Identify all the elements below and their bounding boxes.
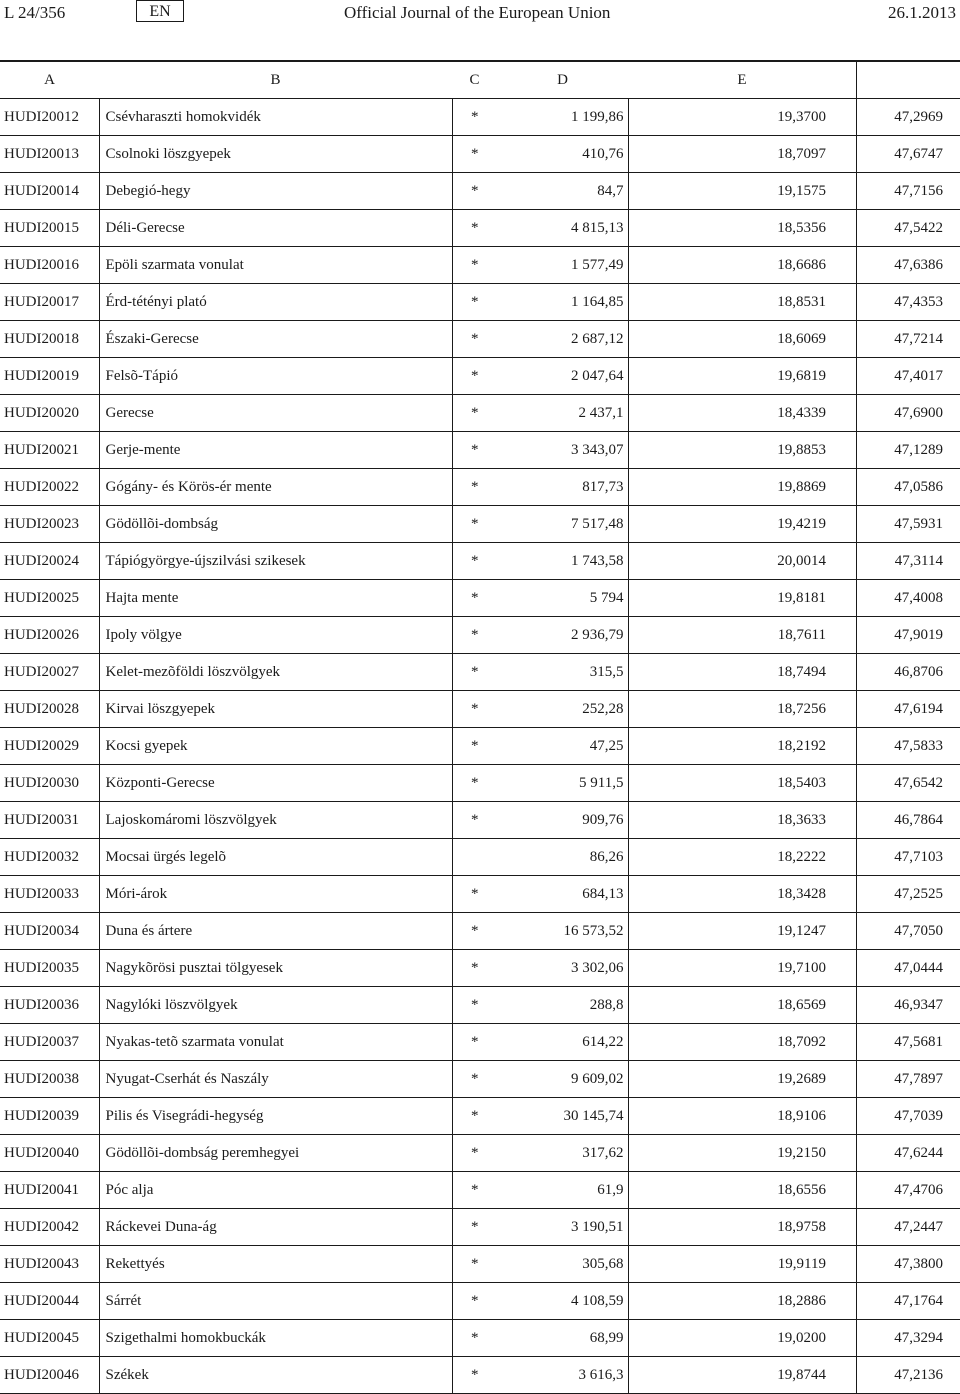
site-code: HUDI20041 (0, 1172, 99, 1209)
table-row (0, 506, 960, 543)
table-row (0, 1209, 960, 1246)
priority-mark: * (452, 617, 497, 654)
site-latitude: 47,7103 (857, 839, 960, 876)
site-code: HUDI20029 (0, 728, 99, 765)
site-latitude: 47,6542 (857, 765, 960, 802)
priority-mark: * (452, 1209, 497, 1246)
priority-mark: * (452, 1172, 497, 1209)
site-name: Ipoly völgye (99, 617, 452, 654)
site-code: HUDI20033 (0, 876, 99, 913)
site-area: 68,99 (497, 1320, 628, 1357)
table-row (0, 395, 960, 432)
site-longitude: 18,7611 (628, 617, 857, 654)
site-area: 61,9 (497, 1172, 628, 1209)
table-row (0, 1098, 960, 1135)
table-row (0, 691, 960, 728)
priority-mark: * (452, 469, 497, 506)
site-longitude: 18,4339 (628, 395, 857, 432)
site-longitude: 19,6819 (628, 358, 857, 395)
site-area: 4 108,59 (497, 1283, 628, 1320)
priority-mark: * (452, 1357, 497, 1394)
page-header (0, 0, 960, 26)
site-code: HUDI20016 (0, 247, 99, 284)
priority-mark: * (452, 99, 497, 136)
table-row (0, 580, 960, 617)
site-latitude: 47,7050 (857, 913, 960, 950)
table-row (0, 1024, 960, 1061)
site-code: HUDI20038 (0, 1061, 99, 1098)
site-code: HUDI20019 (0, 358, 99, 395)
site-code: HUDI20014 (0, 173, 99, 210)
site-code: HUDI20028 (0, 691, 99, 728)
publication-date: 26.1.2013 (888, 0, 956, 26)
priority-mark: * (452, 765, 497, 802)
language-badge: EN (136, 0, 184, 22)
site-code: HUDI20042 (0, 1209, 99, 1246)
site-latitude: 47,2969 (857, 99, 960, 136)
site-latitude: 47,0444 (857, 950, 960, 987)
column-header-a: A (0, 61, 99, 99)
site-area: 1 577,49 (497, 247, 628, 284)
site-latitude: 47,1764 (857, 1283, 960, 1320)
site-area: 2 047,64 (497, 358, 628, 395)
site-longitude: 18,6686 (628, 247, 857, 284)
site-longitude: 18,2192 (628, 728, 857, 765)
site-longitude: 19,9119 (628, 1246, 857, 1283)
site-area: 1 164,85 (497, 284, 628, 321)
site-code: HUDI20013 (0, 136, 99, 173)
site-area: 817,73 (497, 469, 628, 506)
site-area: 86,26 (497, 839, 628, 876)
priority-mark: * (452, 432, 497, 469)
priority-mark (452, 839, 497, 876)
site-code: HUDI20023 (0, 506, 99, 543)
table-row (0, 950, 960, 987)
site-code: HUDI20046 (0, 1357, 99, 1394)
priority-mark: * (452, 654, 497, 691)
site-latitude: 47,6244 (857, 1135, 960, 1172)
column-header-d: D (497, 61, 628, 99)
site-name: Központi-Gerecse (99, 765, 452, 802)
site-latitude: 47,2447 (857, 1209, 960, 1246)
site-area: 315,5 (497, 654, 628, 691)
site-name: Gerecse (99, 395, 452, 432)
site-name: Kirvai löszgyepek (99, 691, 452, 728)
site-name: Kocsi gyepek (99, 728, 452, 765)
table-body (0, 99, 960, 1394)
priority-mark: * (452, 802, 497, 839)
table-row (0, 765, 960, 802)
site-code: HUDI20031 (0, 802, 99, 839)
site-name: Póc alja (99, 1172, 452, 1209)
table-row (0, 1246, 960, 1283)
site-latitude: 46,8706 (857, 654, 960, 691)
site-latitude: 47,4017 (857, 358, 960, 395)
priority-mark: * (452, 876, 497, 913)
priority-mark: * (452, 950, 497, 987)
site-area: 3 190,51 (497, 1209, 628, 1246)
priority-mark: * (452, 1024, 497, 1061)
table-row (0, 1320, 960, 1357)
site-code: HUDI20018 (0, 321, 99, 358)
priority-mark: * (452, 728, 497, 765)
column-header-e: E (628, 61, 857, 99)
table-row (0, 987, 960, 1024)
site-code: HUDI20040 (0, 1135, 99, 1172)
priority-mark: * (452, 136, 497, 173)
site-longitude: 18,5403 (628, 765, 857, 802)
site-name: Déli-Gerecse (99, 210, 452, 247)
column-header-b: B (99, 61, 452, 99)
site-longitude: 19,0200 (628, 1320, 857, 1357)
site-longitude: 18,6069 (628, 321, 857, 358)
site-area: 4 815,13 (497, 210, 628, 247)
site-code: HUDI20026 (0, 617, 99, 654)
site-longitude: 18,6569 (628, 987, 857, 1024)
site-latitude: 46,7864 (857, 802, 960, 839)
site-area: 2 687,12 (497, 321, 628, 358)
site-area: 16 573,52 (497, 913, 628, 950)
priority-mark: * (452, 1098, 497, 1135)
site-name: Móri-árok (99, 876, 452, 913)
site-code: HUDI20035 (0, 950, 99, 987)
site-name: Pilis és Visegrádi-hegység (99, 1098, 452, 1135)
site-latitude: 47,7156 (857, 173, 960, 210)
site-latitude: 47,2136 (857, 1357, 960, 1394)
site-name: Tápiógyörgye-újszilvási szikesek (99, 543, 452, 580)
site-area: 5 911,5 (497, 765, 628, 802)
site-name: Epöli szarmata vonulat (99, 247, 452, 284)
site-area: 47,25 (497, 728, 628, 765)
site-longitude: 18,3633 (628, 802, 857, 839)
site-longitude: 18,2222 (628, 839, 857, 876)
priority-mark: * (452, 173, 497, 210)
site-latitude: 47,5833 (857, 728, 960, 765)
column-header-c: C (452, 61, 497, 99)
table-row (0, 802, 960, 839)
priority-mark: * (452, 987, 497, 1024)
site-area: 3 616,3 (497, 1357, 628, 1394)
site-code: HUDI20021 (0, 432, 99, 469)
page-reference: L 24/356 (4, 0, 65, 26)
site-name: Nagykõrösi pusztai tölgyesek (99, 950, 452, 987)
priority-mark: * (452, 506, 497, 543)
table-row (0, 617, 960, 654)
site-area: 614,22 (497, 1024, 628, 1061)
site-area: 84,7 (497, 173, 628, 210)
site-area: 7 517,48 (497, 506, 628, 543)
priority-mark: * (452, 321, 497, 358)
site-latitude: 47,0586 (857, 469, 960, 506)
site-code: HUDI20036 (0, 987, 99, 1024)
table-row (0, 247, 960, 284)
site-area: 2 437,1 (497, 395, 628, 432)
journal-title: Official Journal of the European Union (344, 0, 610, 26)
site-longitude: 20,0014 (628, 543, 857, 580)
site-latitude: 47,5681 (857, 1024, 960, 1061)
site-longitude: 19,2689 (628, 1061, 857, 1098)
site-longitude: 18,5356 (628, 210, 857, 247)
site-latitude: 47,6386 (857, 247, 960, 284)
priority-mark: * (452, 395, 497, 432)
site-code: HUDI20024 (0, 543, 99, 580)
site-code: HUDI20044 (0, 1283, 99, 1320)
table-row (0, 173, 960, 210)
site-name: Mocsai ürgés legelõ (99, 839, 452, 876)
site-area: 1 199,86 (497, 99, 628, 136)
table-row (0, 1357, 960, 1394)
site-name: Nyakas-tetõ szarmata vonulat (99, 1024, 452, 1061)
priority-mark: * (452, 1320, 497, 1357)
site-area: 252,28 (497, 691, 628, 728)
site-code: HUDI20030 (0, 765, 99, 802)
priority-mark: * (452, 284, 497, 321)
site-name: Nyugat-Cserhát és Naszály (99, 1061, 452, 1098)
site-name: Hajta mente (99, 580, 452, 617)
table-row (0, 728, 960, 765)
site-longitude: 18,7494 (628, 654, 857, 691)
site-area: 305,68 (497, 1246, 628, 1283)
table-row (0, 543, 960, 580)
site-area: 3 302,06 (497, 950, 628, 987)
site-latitude: 47,6194 (857, 691, 960, 728)
site-longitude: 19,8853 (628, 432, 857, 469)
priority-mark: * (452, 1135, 497, 1172)
site-longitude: 18,7092 (628, 1024, 857, 1061)
site-name: Gógány- és Körös-ér mente (99, 469, 452, 506)
site-area: 317,62 (497, 1135, 628, 1172)
sites-table (0, 60, 960, 1394)
site-area: 684,13 (497, 876, 628, 913)
site-longitude: 19,1247 (628, 913, 857, 950)
site-name: Kelet-mezõföldi löszvölgyek (99, 654, 452, 691)
site-longitude: 18,6556 (628, 1172, 857, 1209)
site-code: HUDI20022 (0, 469, 99, 506)
table-row (0, 284, 960, 321)
priority-mark: * (452, 247, 497, 284)
site-code: HUDI20034 (0, 913, 99, 950)
table-row (0, 654, 960, 691)
site-longitude: 19,1575 (628, 173, 857, 210)
site-code: HUDI20012 (0, 99, 99, 136)
site-area: 2 936,79 (497, 617, 628, 654)
site-latitude: 46,9347 (857, 987, 960, 1024)
site-latitude: 47,6900 (857, 395, 960, 432)
priority-mark: * (452, 1283, 497, 1320)
site-code: HUDI20032 (0, 839, 99, 876)
site-latitude: 47,5422 (857, 210, 960, 247)
table-row (0, 321, 960, 358)
site-area: 30 145,74 (497, 1098, 628, 1135)
site-name: Szigethalmi homokbuckák (99, 1320, 452, 1357)
site-latitude: 47,3800 (857, 1246, 960, 1283)
site-latitude: 47,2525 (857, 876, 960, 913)
site-longitude: 18,7097 (628, 136, 857, 173)
site-latitude: 47,5931 (857, 506, 960, 543)
site-longitude: 19,7100 (628, 950, 857, 987)
table-row (0, 876, 960, 913)
site-latitude: 47,7039 (857, 1098, 960, 1135)
column-header-blank (857, 61, 960, 99)
site-longitude: 18,9106 (628, 1098, 857, 1135)
site-code: HUDI20020 (0, 395, 99, 432)
site-code: HUDI20043 (0, 1246, 99, 1283)
site-longitude: 18,9758 (628, 1209, 857, 1246)
site-latitude: 47,4353 (857, 284, 960, 321)
site-latitude: 47,3294 (857, 1320, 960, 1357)
site-name: Nagylóki löszvölgyek (99, 987, 452, 1024)
site-longitude: 19,8869 (628, 469, 857, 506)
table-row (0, 136, 960, 173)
site-latitude: 47,6747 (857, 136, 960, 173)
site-name: Gödöllõi-dombság (99, 506, 452, 543)
site-latitude: 47,1289 (857, 432, 960, 469)
priority-mark: * (452, 358, 497, 395)
priority-mark: * (452, 543, 497, 580)
priority-mark: * (452, 580, 497, 617)
site-name: Székek (99, 1357, 452, 1394)
site-code: HUDI20025 (0, 580, 99, 617)
site-area: 909,76 (497, 802, 628, 839)
table-row (0, 358, 960, 395)
site-code: HUDI20045 (0, 1320, 99, 1357)
site-code: HUDI20027 (0, 654, 99, 691)
site-name: Gödöllõi-dombság peremhegyei (99, 1135, 452, 1172)
priority-mark: * (452, 1246, 497, 1283)
site-name: Csolnoki löszgyepek (99, 136, 452, 173)
site-name: Csévharaszti homokvidék (99, 99, 452, 136)
site-latitude: 47,9019 (857, 617, 960, 654)
site-longitude: 19,8744 (628, 1357, 857, 1394)
site-area: 1 743,58 (497, 543, 628, 580)
table-row (0, 1172, 960, 1209)
site-longitude: 18,2886 (628, 1283, 857, 1320)
site-code: HUDI20039 (0, 1098, 99, 1135)
site-latitude: 47,4706 (857, 1172, 960, 1209)
site-code: HUDI20037 (0, 1024, 99, 1061)
table-header-row (0, 61, 960, 99)
site-longitude: 19,2150 (628, 1135, 857, 1172)
site-name: Rekettyés (99, 1246, 452, 1283)
site-name: Duna és ártere (99, 913, 452, 950)
site-longitude: 18,8531 (628, 284, 857, 321)
priority-mark: * (452, 210, 497, 247)
site-name: Sárrét (99, 1283, 452, 1320)
site-area: 3 343,07 (497, 432, 628, 469)
site-longitude: 19,4219 (628, 506, 857, 543)
site-name: Debegió-hegy (99, 173, 452, 210)
site-code: HUDI20015 (0, 210, 99, 247)
table-row (0, 1135, 960, 1172)
site-latitude: 47,7897 (857, 1061, 960, 1098)
site-latitude: 47,4008 (857, 580, 960, 617)
table-row (0, 1283, 960, 1320)
site-area: 410,76 (497, 136, 628, 173)
site-longitude: 18,7256 (628, 691, 857, 728)
table-row (0, 469, 960, 506)
priority-mark: * (452, 1061, 497, 1098)
site-name: Érd-tétényi plató (99, 284, 452, 321)
site-longitude: 19,8181 (628, 580, 857, 617)
site-latitude: 47,3114 (857, 543, 960, 580)
site-name: Felsõ-Tápió (99, 358, 452, 395)
site-latitude: 47,7214 (857, 321, 960, 358)
priority-mark: * (452, 913, 497, 950)
site-area: 5 794 (497, 580, 628, 617)
priority-mark: * (452, 691, 497, 728)
table-row (0, 1061, 960, 1098)
table-row (0, 839, 960, 876)
site-name: Lajoskomáromi löszvölgyek (99, 802, 452, 839)
table-row (0, 432, 960, 469)
site-code: HUDI20017 (0, 284, 99, 321)
site-longitude: 18,3428 (628, 876, 857, 913)
site-name: Ráckevei Duna-ág (99, 1209, 452, 1246)
table-row (0, 210, 960, 247)
site-area: 9 609,02 (497, 1061, 628, 1098)
site-longitude: 19,3700 (628, 99, 857, 136)
site-area: 288,8 (497, 987, 628, 1024)
site-name: Északi-Gerecse (99, 321, 452, 358)
site-name: Gerje-mente (99, 432, 452, 469)
table-row (0, 99, 960, 136)
table-row (0, 913, 960, 950)
